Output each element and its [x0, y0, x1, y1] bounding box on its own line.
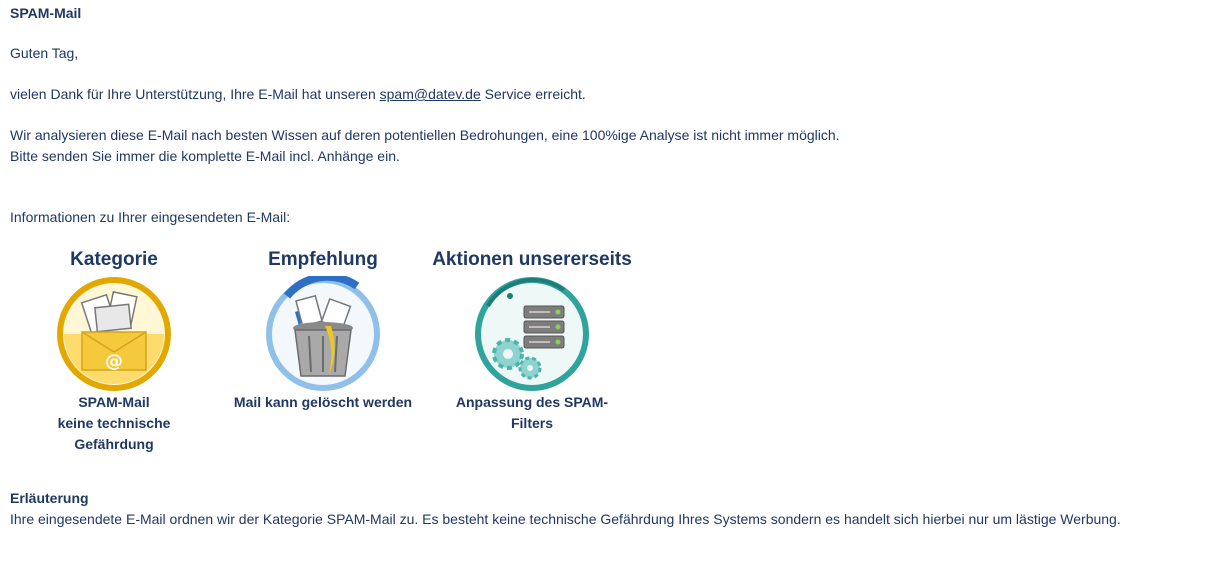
explanation-text: Ihre eingesendete E-Mail ordnen wir der Kategorie SPAM-Mail zu. Es besteht keine technische Gefährdung Ihres Systems sondern es handelt sich hierbei nur um lästige Werbung. [10, 511, 1121, 527]
svg-text:@: @ [105, 351, 123, 372]
analysis-line-2: Bitte senden Sie immer die komplette E-Mail incl. Anhänge ein. [10, 148, 400, 164]
recommendation-title: Empfehlung [268, 249, 378, 270]
spam-email-link[interactable]: spam@datev.de [379, 86, 481, 102]
category-caption-line: SPAM-Mail [78, 394, 150, 410]
server-gears-icon [474, 276, 590, 392]
actions-caption-line: Filters [510, 415, 553, 431]
category-card [44, 248, 184, 455]
info-heading: Informationen zu Ihrer eingesendeten E-Mail: [10, 209, 291, 225]
category-caption [44, 392, 184, 455]
category-caption-line: Gefährdung [74, 436, 154, 452]
analysis-paragraph [10, 125, 840, 167]
recommendation-caption [223, 392, 423, 413]
actions-caption-line: Anpassung des SPAM- [455, 394, 609, 410]
actions-caption [447, 392, 617, 434]
thanks-text-end: Service erreicht. [480, 86, 586, 102]
recommendation-caption-line: Mail kann gelöscht werden [233, 394, 413, 410]
greeting-text: Guten Tag, [10, 45, 79, 61]
recommendation-card [223, 248, 423, 413]
trash-can-icon [265, 276, 381, 392]
actions-title: Aktionen unsererseits [432, 249, 632, 270]
email-subject: SPAM-Mail [10, 5, 82, 21]
thanks-text-start: vielen Dank für Ihre Unterstützung, Ihre E-Mail hat unseren [10, 86, 380, 102]
thanks-paragraph [10, 84, 586, 105]
spam-envelope-icon [56, 276, 172, 392]
explanation-title: Erläuterung [10, 490, 89, 506]
actions-card [432, 248, 632, 434]
category-title: Kategorie [70, 249, 158, 270]
category-caption-line: keine technische [57, 415, 171, 431]
analysis-line-1: Wir analysieren diese E-Mail nach besten Wissen auf deren potentiellen Bedrohungen, eine 100%ige Analyse ist nicht immer möglich. [10, 127, 840, 143]
